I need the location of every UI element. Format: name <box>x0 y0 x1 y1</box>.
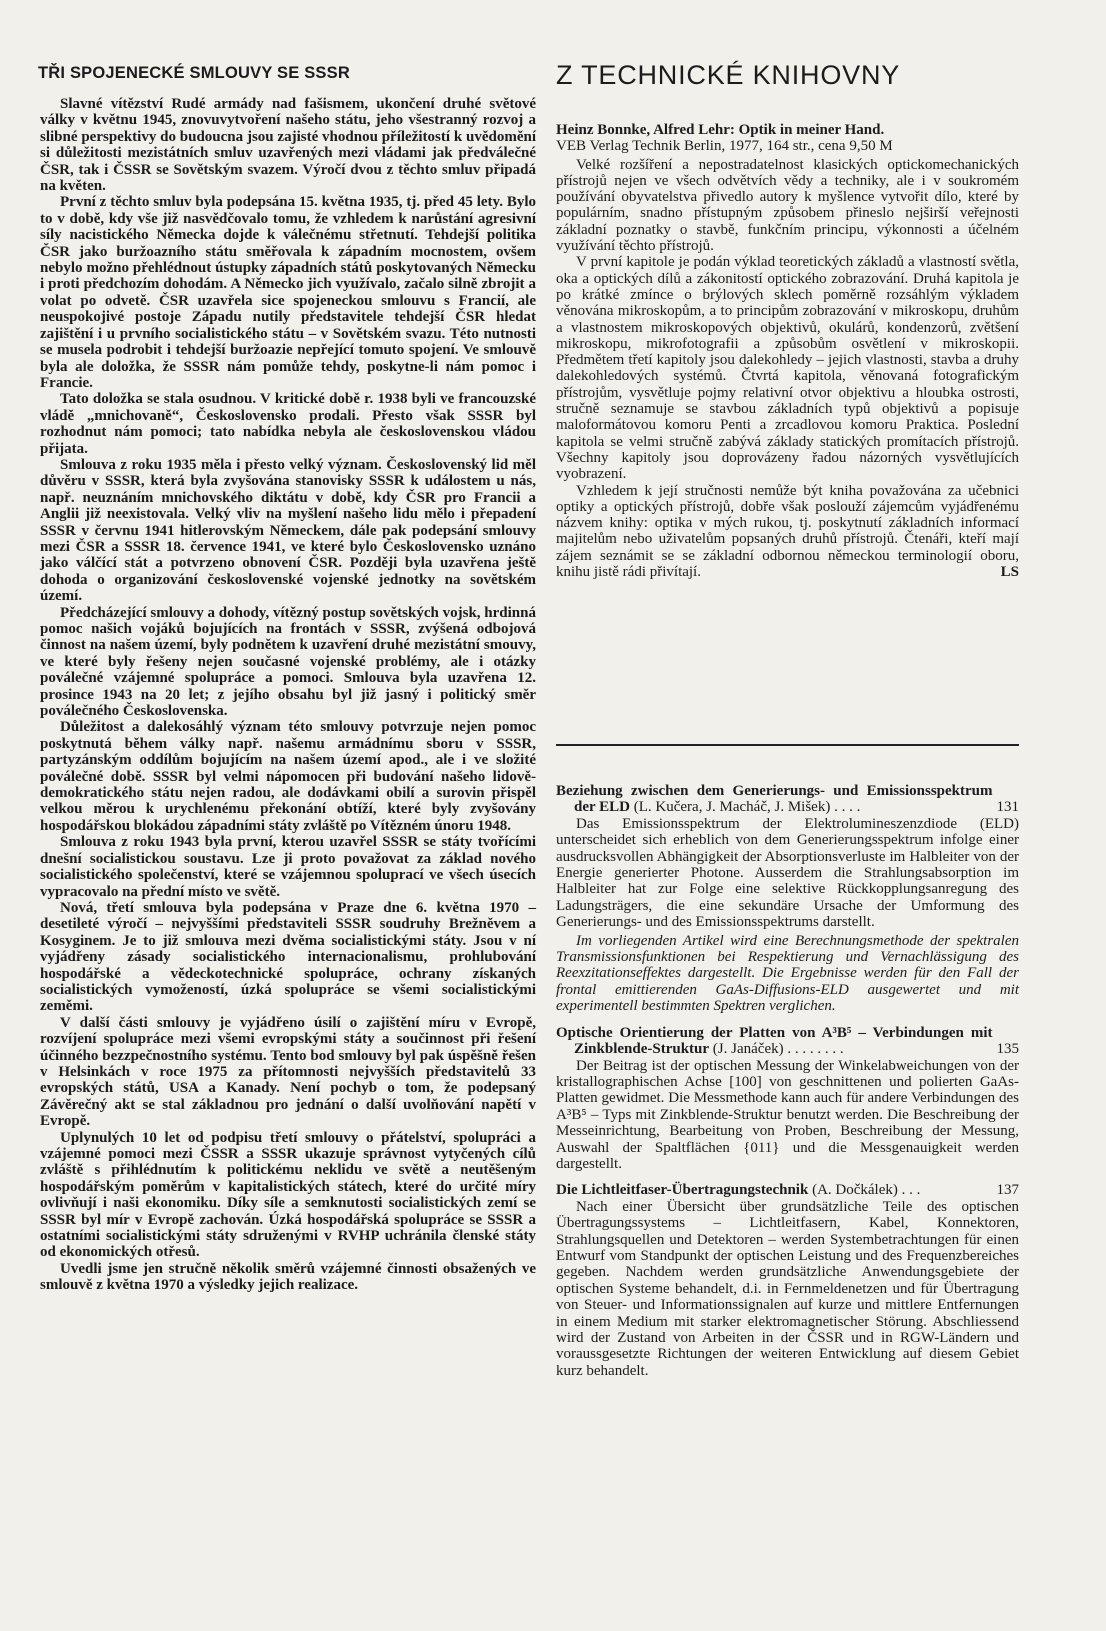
article-body <box>40 96 536 1294</box>
article-paragraph: Uvedli jsme jen stručně několik směrů vzájemné činnosti obsažených ve smlouvě z května 1970 a výsledky jejich realizace. <box>40 1260 536 1294</box>
leader-dots: . . . . . . . . <box>783 1041 844 1058</box>
abstract-italic: Im vorliegenden Artikel wird eine Berechnungsmethode der spektralen Transmissionsfunktionen bei Respektierung und Vernachlässigung des Reexzitationseffektes dargestellt. Die Ergebnisse werden für den Fall der frontal emittierenden GaAs-Diffusions-ELD ausgewertet und mit experimentell bestimmten Spektren verglichen. <box>556 932 1019 1015</box>
leader-dots: . . . . <box>830 799 861 816</box>
abstract-page: 137 <box>996 1182 1019 1199</box>
abstract-entry <box>556 1025 1019 1173</box>
review-signature: LS <box>1000 564 1019 581</box>
abstract-paragraph: Das Emissionsspektrum der Elektrolumineszenzdiode (ELD) unterscheidet sich erheblich von dem Generierungsspektrum infolge einer ausdrucksvollen Abhängigkeit der Absorptionsverluste im Halbleiter von der Energie generierter Photone. Ausserdem die Strahlungsabsorption im Halbleiter hat zur Folge eine selektive Rückkopplungsanregung des Ladungsträgers, die eine sekundäre Ursache der Umformung des Generierungs- und des Emissionsspektrums darstellt. <box>556 815 1019 931</box>
abstract-heading <box>556 1025 1019 1058</box>
article-paragraph: Důležitost a dalekosáhlý význam této smlouvy potvrzuje nejen pomoc poskytnutá během války např. našemu armádnímu sboru v SSSR, partyzánským oddílům bojujícím na našem území apod., ale i ve složité poválečné době. SSSR byl velmi nápomocen při budování našeho lidově-demokratického státu nejen radou, ale dodávkami obilí a surovin přispěl velkou měrou k urychlenému překonání obtíží, které byly zvyšovány hospodářskou blokádou západními státy zvláště po Vítězném únoru 1948. <box>40 719 536 834</box>
abstract-authors: (A. Dočkálek) <box>808 1182 898 1199</box>
abstract-paragraph: Der Beitrag ist der optischen Messung der Winkelabweichungen von der kristallographischen Achse [100] von geschnittenen und polierten GaAs-Platten gewidmet. Die Messmethode kann auch für andere Verbindungen des A³B⁵ – Typs mit Zinkblende-Struktur benutzt werden. Die Beschreibung der Messeinrichtung, Bearbeitung von Proben, Beschreibung der Messung, Auswahl der Spaltflächen {011} und die Messgenauigkeit werden dargestellt. <box>556 1057 1019 1172</box>
abstract-heading <box>556 1182 1019 1198</box>
abstract-page: 135 <box>996 1041 1019 1058</box>
article-title: TŘI SPOJENECKÉ SMLOUVY SE SSSR <box>38 64 350 82</box>
abstract-entry <box>556 783 1019 1015</box>
book-title: Heinz Bonnke, Alfred Lehr: Optik in meiner Hand. <box>556 122 885 138</box>
review-paragraph: V první kapitole je podán výklad teoretických základů a vlastností světla, oka a optických dílů a zákonitostí optického zobrazování. Druhá kapitola je po krátké zmínce o brýlových sklech poměrně rozsáhlým výkladem věnována mikroskopům, a to principům zobrazování v mikroskopu, druhům a vlastnostem mikroskopových objektivů, okulárů, kondenzorů, zvětšení mikroskopu, mikrofotografii a způsobům osvětlení v mikroskopii. Předmětem třetí kapitoly jsou dalekohledy – jejich vlastnosti, stavba a druhy dalekohledových systémů. Čtvrtá kapitola, věnovaná fotografickým přístrojům, vysvětluje pojmy relativní otvor objektivu a hloubka ostrosti, stručně seznamuje se stavbou základních typů objektivů a popisuje maloformátovou komoru Penti a zrcadlovou komoru Praktica. Poslední kapitola se velmi stručně zabývá základy statických promítacích přístrojů. Všechny kapitoly jsou doprovázeny řadou názorných vysvětlujících vyobrazení. <box>556 254 1019 483</box>
review-paragraph: Velké rozšíření a nepostradatelnost klasických optickomechanických přístrojů nejen ve všech odvětvích vědy a techniky, ale i v soukromém používání obyvatelstva přivedlo autory k myšlence vytvořit dílo, které by populárním, snadno přístupným způsobem přineslo nejširší veřejnosti základní poznatky o stavbě, funkčním principu, výkonnosti a účelném využívání těchto přístrojů. <box>556 156 1019 255</box>
abstract-title: Optische Orientierung der Platten von A³B⁵ – Verbindungen mit Zinkblende-Struktur <box>556 1024 993 1058</box>
article-paragraph: Předcházející smlouvy a dohody, vítězný postup sovětských vojsk, hrdinná pomoc našich vojáků bojujících na frontách v SSSR, zvýšená odbojová činnost na našem území, byly podnětem k uzavření druhé mezistátní smouvy, ve které byly řešeny nejen současné vojenské problémy, ale i otázky poválečné vzájemné spolupráce a pomoci. Smlouva byla uzavřena 12. prosince 1943 na 20 let; z jejího obsahu byl již jasný i politický směr poválečného Československa. <box>40 604 536 720</box>
article-paragraph: Uplynulých 10 let od podpisu třetí smlouvy o přátelství, spolupráci a vzájemné pomoci mezi ČSSR a SSSR ukazuje správnost vytyčených cílů zvláště s přihlédnutím k politickému neklidu ve světě a neutěšeným hospodářským poměrům v kapitalistických státech, které do určité míry ovlivňují i naši ekonomiku. Díky síle a semknutosti socialistických zemí se SSSR byl mír v Evropě zachován. Úzká hospodářská spolupráce se SSSR a ostatními socialistickými státy sdruženými v RVHP uchránila členské státy od ekonomických otřesů. <box>40 1129 536 1261</box>
article-paragraph: V další části smlouvy je vyjádřeno úsilí o zajištění míru v Evropě, rozvíjení spolupráce mezi všemi evropskými státy a součinnost při řešení účinného bezzpečnostního systému. Tento bod smlouvy byl pak úspěšně řešen v Helsinkách v roce 1975 za přítomnosti nejvyšších představitelů 33 evropských států, USA a Kanady. Není pochyb o tom, že podepsaný Závěrečný akt se stal základnou pro jednání o další uvolňování napětí v Evropě. <box>40 1014 536 1130</box>
article-paragraph: Smlouva z roku 1935 měla i přesto velký význam. Československý lid měl důvěru v SSSR, která byla zvyšována stanovisky SSSR k událostem u nás, např. neuznáním mnichovského diktátu v době, kdy ČSR pro Francii a Anglii již neexistovala. Velký vliv na myšlení našeho lidu mělo i přepadení SSSR v červnu 1941 hitlerovským Německem, dále pak podepsání smlouvy mezi ČSR a SSSR 18. července 1941, ve které bylo Československo uznáno jako válčící stát a potvrzeno obnovení ČSR. Později byla uzavřena ještě dohoda o organizování československé vojenské jednotky na sovětském území. <box>40 456 536 605</box>
abstract-title: Beziehung zwischen dem Generierungs- und Emissionsspektrum der ELD <box>556 783 993 816</box>
abstract-page: 131 <box>996 799 1019 816</box>
abstract-authors: (J. Janáček) <box>709 1041 784 1058</box>
article-paragraph: Tato doložka se stala osudnou. V kritické době r. 1938 byli ve francouzské vládě „mnichovaně“, Československo prodali. Přesto však SSSR byl rozhodnut nám pomoci; tato nabídka nebyla ale československou vládou přijata. <box>40 391 536 457</box>
leader-dots: . . . <box>897 1182 921 1199</box>
abstract-authors: (L. Kučera, J. Macháč, J. Mišek) <box>629 799 831 816</box>
article-paragraph: Smlouva z roku 1943 byla první, kterou uzavřel SSSR se státy tvořícími dnešní socialistickou soustavu. Lze ji proto považovat za základ nového socialistického společenství, které se vzájemnou spoluprací ve všech úsecích vypracovalo na přední místo ve světě. <box>40 834 536 900</box>
section-divider <box>556 744 1019 746</box>
abstract-paragraph: Nach einer Übersicht über grundsätzliche Teile des optischen Übertragungssystems – Lichtleitfasern, Kabel, Konnektoren, Strahlungsquellen und Detektoren – werden Systembetrachtungen für einen Entwurf vom Standpunkt der optischen Leistung und des Frequenzbereiches gegeben. Nachdem werden grundsätzliche Anwendungsgebiete der optischen Systeme behandelt, d.i. in Fernmeldenetzen und für Übertragung von Steuer- und Informationssignalen auf kurze und mittlere Entfernungen in einem Medium mit starker elektromagnetischer Störung. Abschliessend wird der Zustand von Arbeiten in der ČSSR und in RGW-Ländern und voraussgesetzte Richtungen der weiteren Entwicklung auf diesem Gebiet kurz behandelt. <box>556 1198 1019 1379</box>
abstract-title: Die Lichtleitfaser-Übertragungstechnik <box>556 1182 809 1199</box>
article-paragraph: Slavné vítězství Rudé armády nad fašismem, ukončení druhé světové války v květnu 1945, znovuvytvoření našeho státu, jeho všestranný rozvoj a slibné perspektivy do budoucna jsou zajisté vhodnou příležitostí k uvědomění si důležitosti mezistátních smluv uzavřených mezi vládami jak předválečné ČSR, tak i ČSSR se Sovětským svazem. Výročí dvou z těchto smluv připadá na květen. <box>40 96 536 195</box>
section-title: Z TECHNICKÉ KNIHOVNY <box>556 60 901 90</box>
book-review <box>556 122 1019 580</box>
article-paragraph: První z těchto smluv byla podepsána 15. května 1935, tj. před 45 lety. Bylo to v době, kdy vše již nasvědčovalo tomu, že vzhledem k narůstání agresivní síly nacistického Německa dojde k válečnému střetnutí. Tehdejší politika ČSR jako buržoazního státu směřovala k západním mocnostem, ovšem nebylo možno přehlédnout ústupky západních států poskytovaných Německu i proti předchozím dohodám. A Německo jich využívalo, začalo silně zbrojit a volat po odvetě. ČSR uzavřela sice spojeneckou smlouvu s Francií, ale neuspokojivé postoje Západu nutily představitele tehdejší ČSR hledat zajištění i u prvního socialistického státu – v Sovětském svazu. Této nutnosti se musela podrobit i tehdejší buržoazie nepřející tomuto spojení. Ve smlouvě byla ale doložka, že SSSR nám pomůže tehdy, poskytne-li nám pomoc i Francie. <box>40 194 536 391</box>
book-publisher: VEB Verlag Technik Berlin, 1977, 164 str., cena 9,50 M <box>556 138 893 155</box>
review-paragraph <box>556 483 1019 581</box>
article-paragraph: Nová, třetí smlouva byla podepsána v Praze dne 6. května 1970 – desetileté výročí – nejvyššími představiteli SSSR soudruhy Brežněvem a Kosyginem. Je to již smlouva mezi dvěma socialistickými státy. Jsou v ní vyjádřeny zásady socialistického internacionalismu, prohlubování hospodářské a vědeckotechnické spolupráce, ochrany získaných socialistických vymožeností, úzká spolupráce se všemi socialistickými zeměmi. <box>40 899 536 1015</box>
abstract-heading <box>556 783 1019 816</box>
abstracts-list <box>556 783 1019 1389</box>
review-text: Vzhledem k její stručnosti nemůže být kniha považována za učebnici optiky a optických přístrojů, dobře však poslouží zájemcům vyjádřenému názvem knihy: optika v mých rukou, tj. poskytnutí základních informací majitelům nebo uživatelům popsaných druhů přístrojů. Čtenáři, kteří mají zájem seznámit se se základní odbornou německou terminologií oboru, knihu jistě rádi přivítají. <box>556 482 1019 581</box>
abstract-entry <box>556 1182 1019 1379</box>
